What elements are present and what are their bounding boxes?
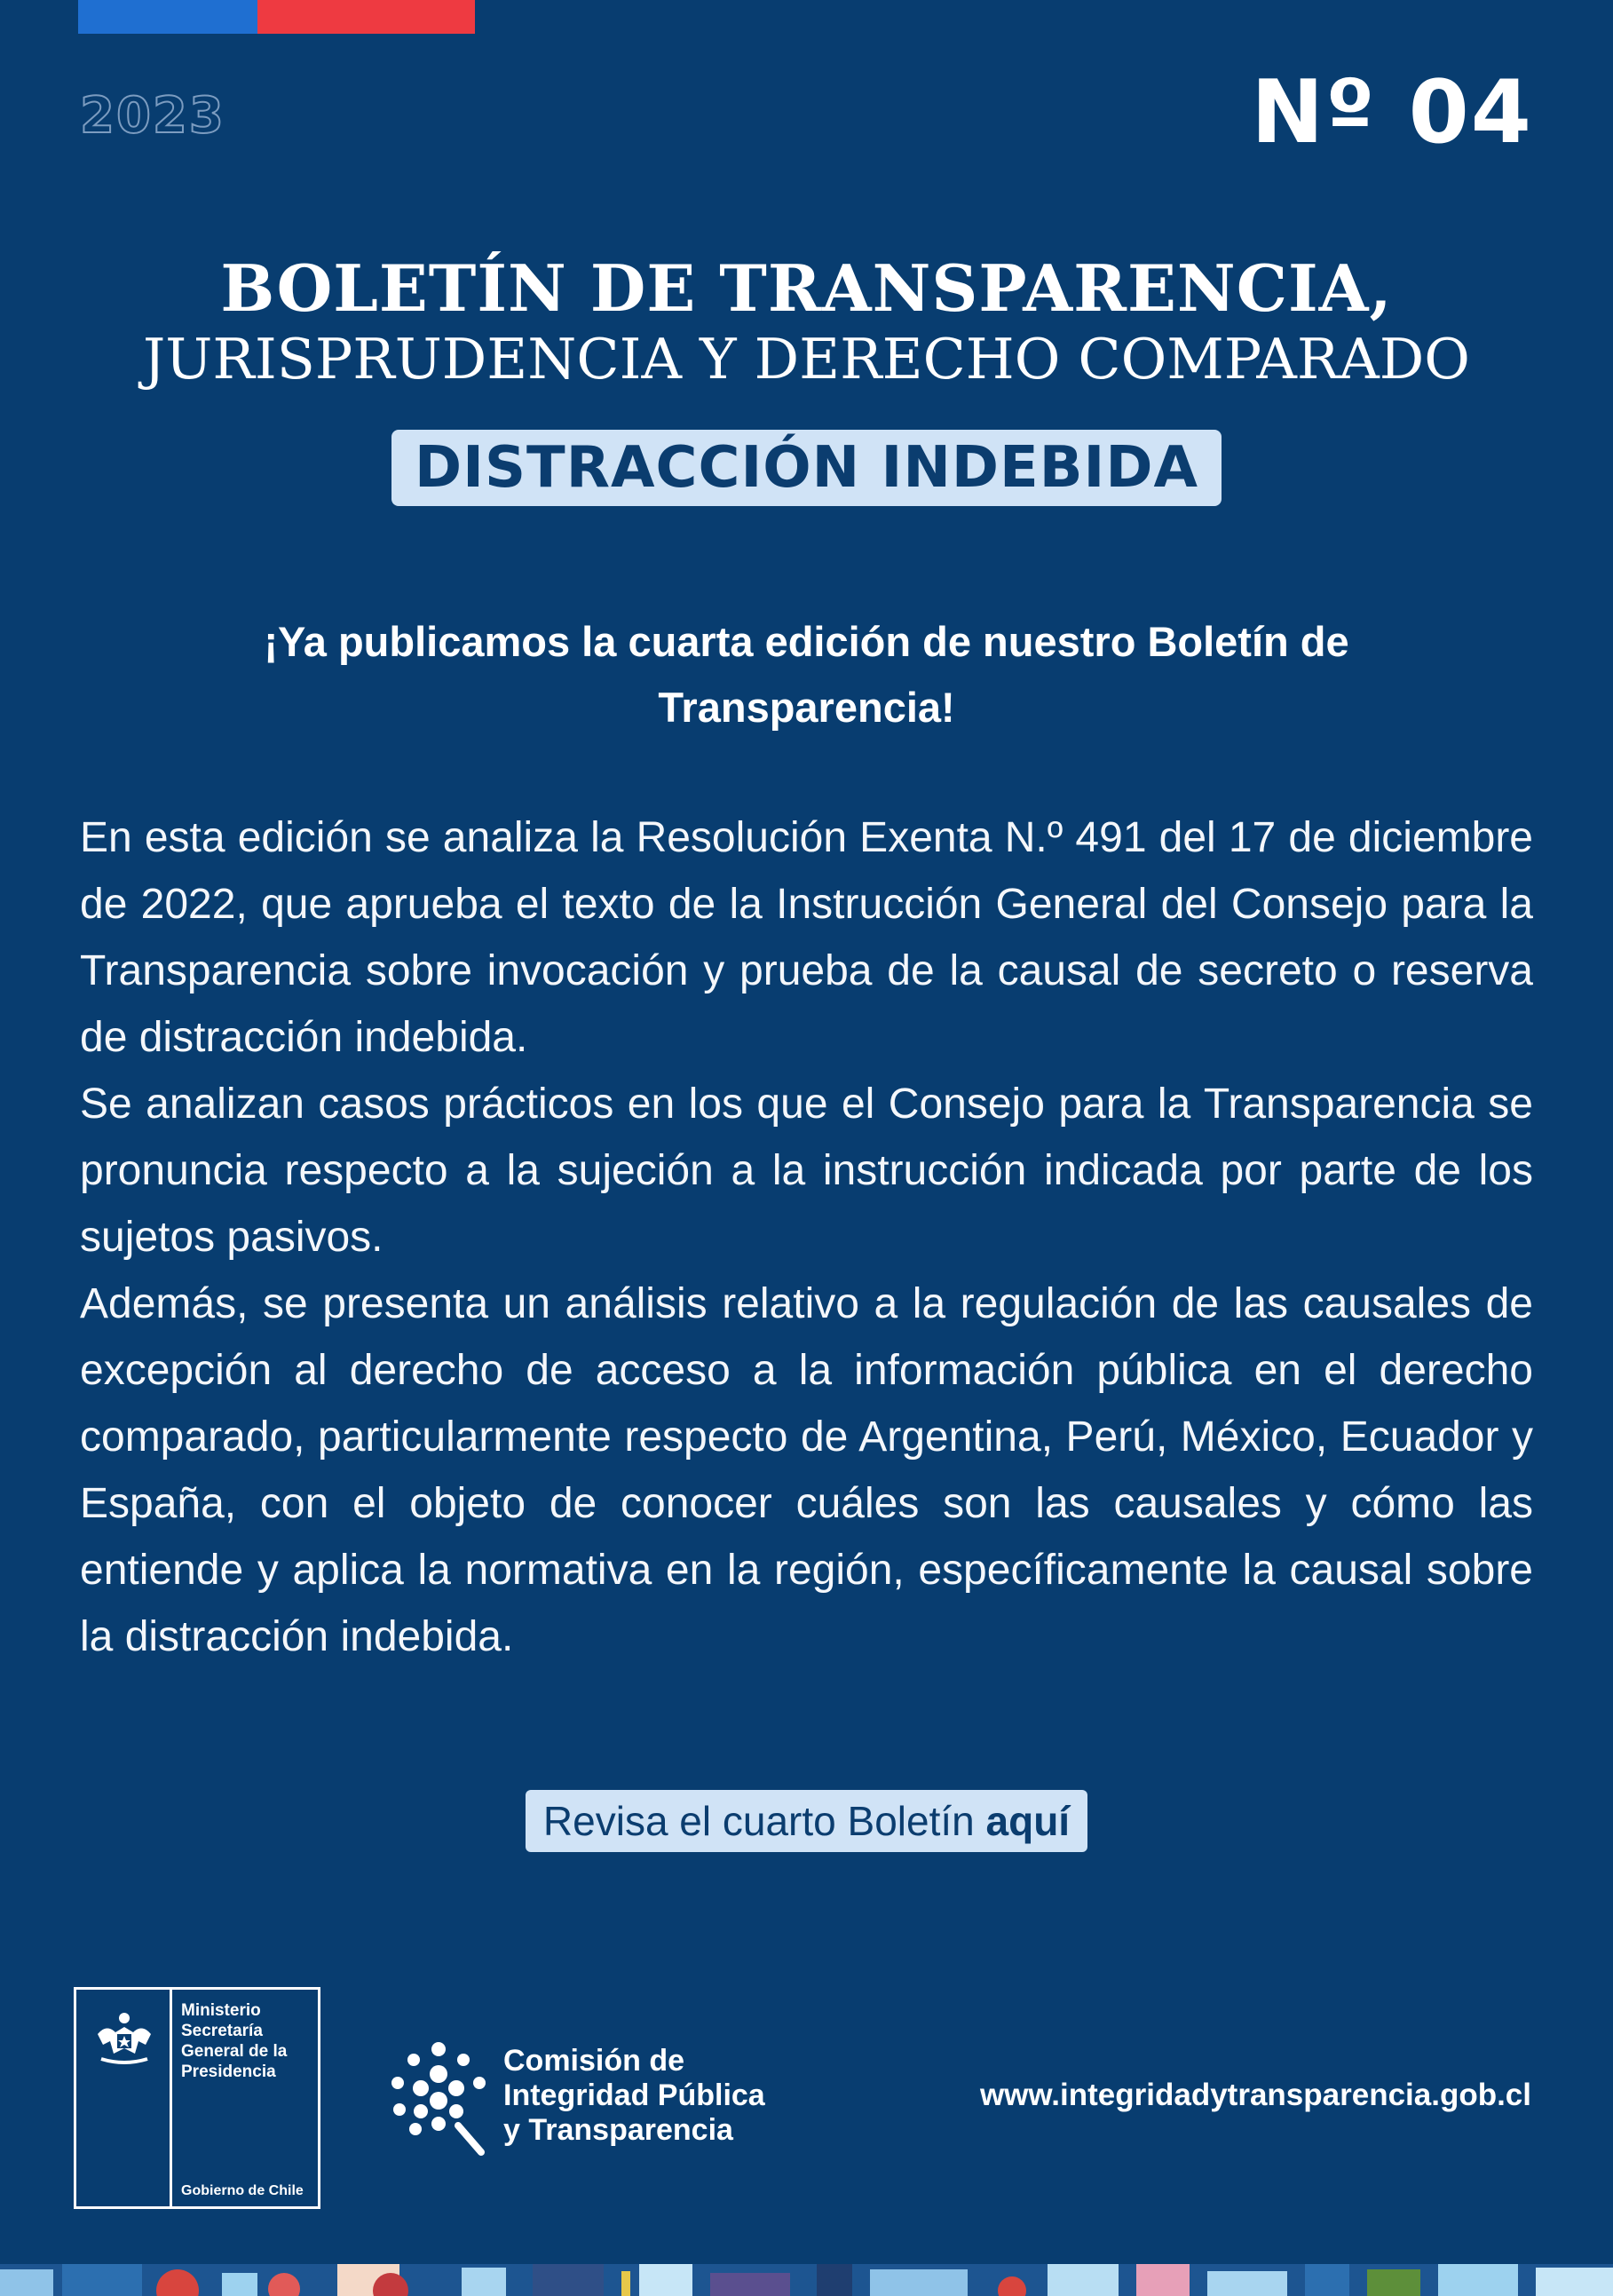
flag-red-segment — [257, 0, 475, 34]
decorative-illustration-strip — [0, 2264, 1613, 2296]
commission-line-1: Comisión de — [503, 2044, 685, 2078]
body-paragraph-3: Además, se presenta un análisis relativo a la regulación de las causales de excepción al derecho de acceso a la información pública en el derecho comparado, particularmente respecto de Argentina, Perú, México, Ecuador y España, con el objeto de conocer cuáles son las causales y cómo las entiende y aplica la normativa en la región, específicamente la causal sobre la distracción indebida. — [80, 1280, 1533, 1660]
ministry-line-3: General de la — [181, 2042, 288, 2061]
title-line-2: JURISPRUDENCIA Y DERECHO COMPARADO — [143, 327, 1470, 392]
body-paragraph-1: En esta edición se analiza la Resolución Exenta N.º 491 del 17 de diciembre de 2022, que aprueba el texto de la Instrucción General del Consejo para la Transparencia sobre invocación y prueba de la causal de secreto o reserva de distracción indebida. — [80, 814, 1533, 1061]
commission-dots-icon — [385, 2037, 492, 2161]
headline: ¡Ya publicamos la cuarta edición de nuestro Boletín de Transparencia! — [264, 618, 1349, 731]
website-link[interactable]: www.integridadytransparencia.gob.cl — [979, 2078, 1531, 2112]
body-paragraph-2: Se analizan casos prácticos en los que el Consejo para la Transparencia se pronuncia respecto a la sujeción a la instrucción indicada por parte de los sujetos pasivos. — [80, 1081, 1533, 1261]
ministry-line-1: Ministerio — [181, 2001, 261, 2020]
flag-blue-segment — [78, 0, 257, 34]
ministry-line-2: Secretaría — [181, 2022, 263, 2040]
commission-line-2: Integridad Pública — [503, 2078, 765, 2112]
chile-coat-of-arms-icon — [89, 2007, 160, 2070]
cta-text: Revisa el cuarto Boletín — [542, 1798, 986, 1844]
commission-name — [503, 2044, 765, 2148]
title-line-1: BOLETÍN DE TRANSPARENCIA, — [220, 250, 1393, 326]
government-logo — [74, 1987, 320, 2209]
body-text — [80, 804, 1533, 1670]
logo-divider — [170, 1990, 172, 2206]
year-label: 2023 — [80, 87, 225, 145]
cta-link[interactable]: aquí — [985, 1798, 1071, 1844]
commission-line-3: y Transparencia — [503, 2113, 733, 2147]
read-bulletin-button[interactable] — [526, 1790, 1087, 1852]
ministry-line-4: Presidencia — [181, 2062, 276, 2081]
topic-container — [0, 430, 1613, 506]
issue-number: Nº 04 — [1251, 62, 1533, 163]
ministry-name — [181, 2000, 314, 2082]
government-label: Gobierno de Chile — [181, 2183, 304, 2198]
topic-badge: DISTRACCIÓN INDEBIDA — [391, 430, 1222, 506]
flag-bar — [78, 0, 475, 34]
cta-container — [0, 1790, 1613, 1852]
